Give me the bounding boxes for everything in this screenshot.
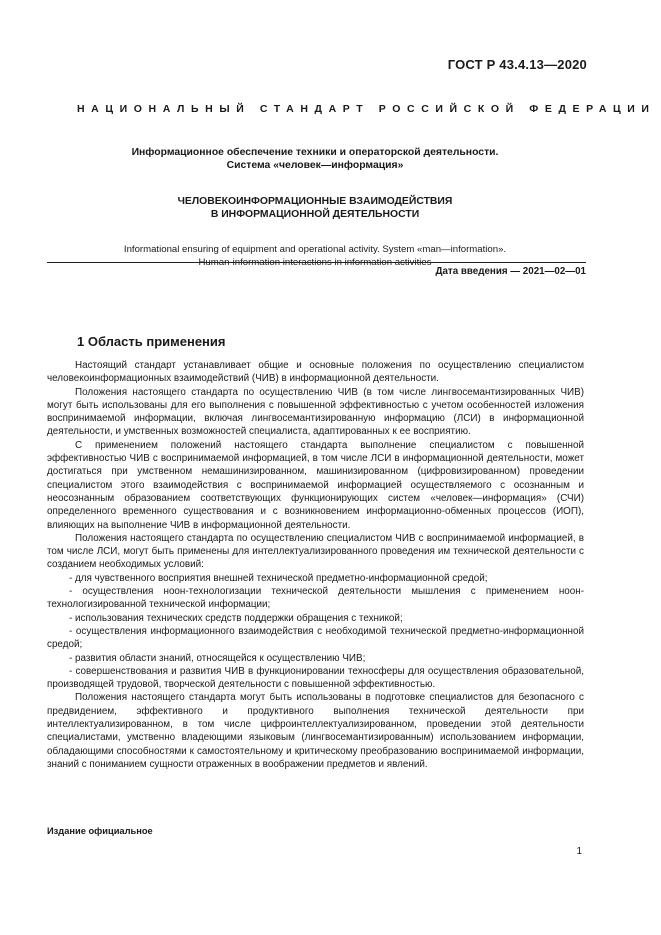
header-divider [47, 262, 586, 263]
title-block [60, 146, 570, 269]
paragraph: Положения настоящего стандарта по осуществлению специалистом ЧИВ с воспринимаемой информацией, в том числе ЛСИ, могут быть применены для интеллектуализированного проведения им технической деятельности с созданием необходимых условий: [47, 532, 584, 571]
paragraph: Положения настоящего стандарта могут быть использованы в подготовке специалистов для безопасного с предвидением, эффективного и продуктивного выполнения технической деятельности при интеллектуализированном, в том числе цифроинтеллектуализированном, проведении этой деятельности специалистами, умственно владеющими языковым (лингвосемантизированным) использованием информации, обладающими способностями к самостоятельному и критическому преобразованию воспринимаемой информации, знаний с пониманием сущности отраженных в воображении предметов и явлений. [47, 692, 584, 770]
paragraph: Настоящий стандарт устанавливает общие и основные положения по осуществлению специалистом человекоинформационных взаимодействий (ЧИВ) в информационной деятельности. [47, 360, 584, 385]
title-main-line-1: ЧЕЛОВЕКОИНФОРМАЦИОННЫЕ ВЗАИМОДЕЙСТВИЯ [177, 196, 453, 207]
title-ru [60, 146, 570, 172]
title-main-line-2: В ИНФОРМАЦИОННОЙ ДЕЯТЕЛЬНОСТИ [210, 209, 420, 220]
official-edition-label: Издание официальное [47, 826, 153, 836]
document-code: ГОСТ Р 43.4.13—2020 [447, 57, 587, 72]
title-main [60, 195, 570, 221]
section-body [47, 359, 584, 771]
title-en-line-1: Informational ensuring of equipment and operational activity. System «man—information». [123, 244, 507, 255]
list-item: - использования технических средств поддержки обращения с техникой; [69, 612, 403, 624]
list-item: - совершенствования и развития ЧИВ в функционировании техносферы для осуществления образовательной, производящей трудовой, творческой деятельности с повышенной эффективностью. [47, 665, 584, 691]
page-number: 1 [576, 846, 582, 857]
introduction-date: Дата введения — 2021—02—01 [435, 266, 586, 277]
paragraph: Положения настоящего стандарта по осуществлению ЧИВ (в том числе лингвосемантизированных ЧИВ) могут быть использованы для его выполнения с повышенной эффективностью с учетом особенностей изложения воспринимаемой информации, включая лингвосемантизированную информацию (ЛСИ) в информационной деятельности, и умственных возможностей специалиста, адаптированных к ее восприятию. [47, 386, 584, 438]
paragraph: С применением положений настоящего стандарта выполнение специалистом с повышенной эффективностью ЧИВ с воспринимаемой информацией, в том числе ЛСИ в информационной деятельности, может достигаться при умственном немашинизированном, машинизированном (цифровизированном) проведении специалистом этого взаимодействия с воспринимаемой информацией осуществляемого с осознанным и неосознанным образованием соответствующих функционирующих систем «человек—информация» (СЧИ) определенного временного существования и с возникновением информационно-обменных процессов (ИОП), влияющих на выполнение ЧИВ в информационной деятельности. [47, 439, 584, 531]
title-ru-line-1: Информационное обеспечение техники и операторской деятельности. [131, 147, 499, 158]
national-standard-banner: НАЦИОНАЛЬНЫЙ СТАНДАРТ РОССИЙСКОЙ ФЕДЕРАЦИИ [77, 103, 656, 115]
title-en-line-2: Human-information interactions in information activities [198, 256, 432, 268]
title-ru-line-2: Система «человек—информация» [226, 160, 404, 171]
section-heading: 1 Область применения [77, 334, 226, 349]
list-item: - осуществления ноон-технологизации технической деятельности мышления с применением ноон-технологизированной технической информации; [47, 586, 584, 611]
list-item: - развития области знаний, относящейся к осуществлению ЧИВ; [69, 652, 366, 664]
list-item: - для чувственного восприятия внешней технической предметно-информационной средой; [69, 572, 488, 584]
list-item: - осуществления информационного взаимодействия с необходимой технической предметно-информационной средой; [47, 625, 584, 651]
